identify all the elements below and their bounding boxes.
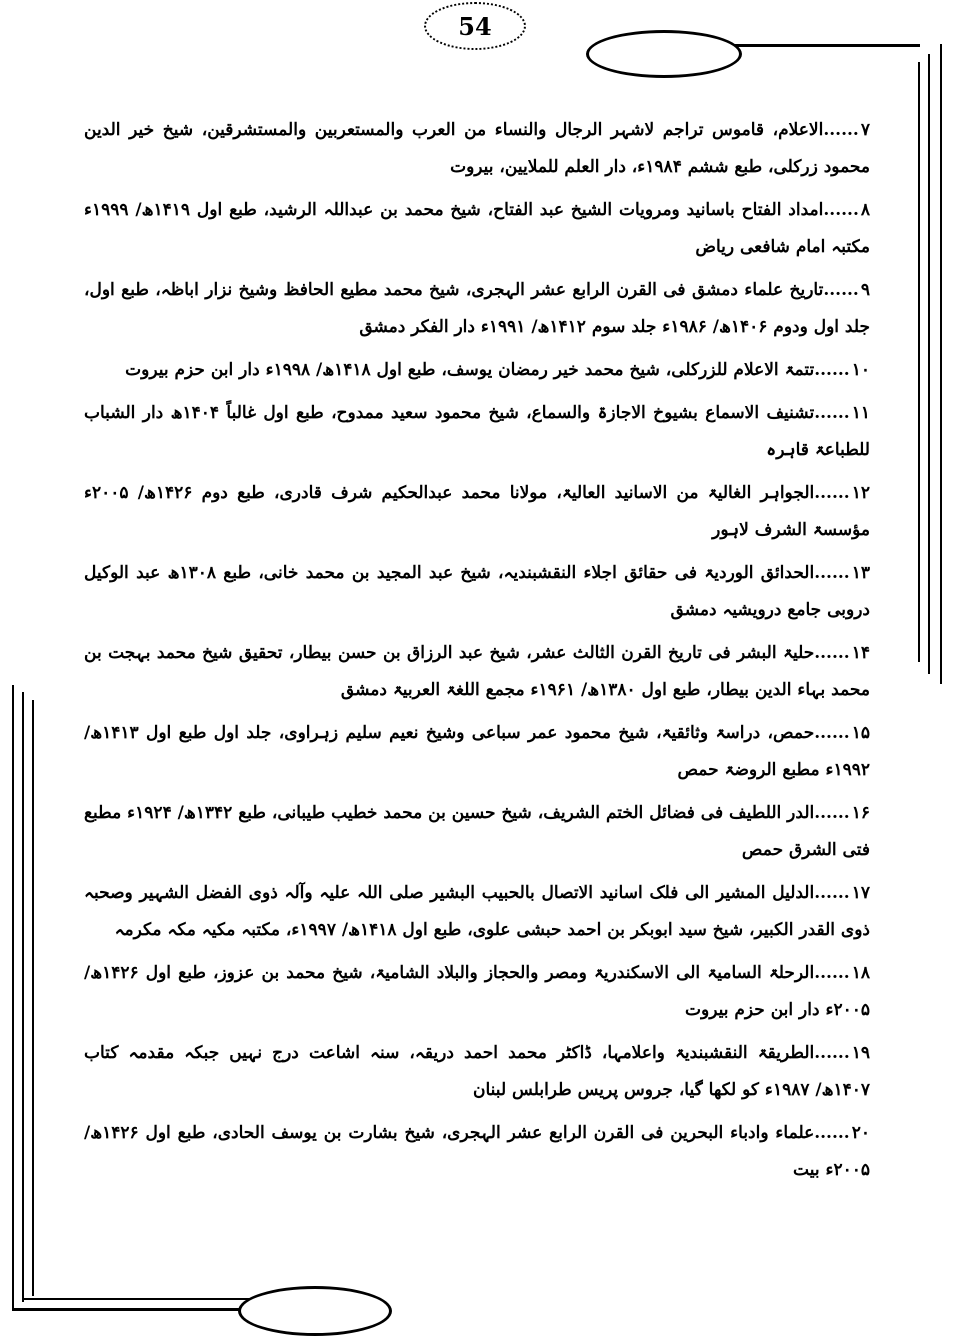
list-item: ۱۹......الطریقۃ النقشبندیۃ واعلامہا، ڈاکٹر محمد احمد دریقہ، سنہ اشاعت درج نہیں جبکہ مقدمہ کتاب ۱۴۰۷ھ/ ۱۹۸۷ء کو لکھا گیا، جروس پریس طرابلس لبنان — [84, 1043, 871, 1100]
frame-bottom-line2 — [22, 1298, 262, 1300]
frame-right-inner2 — [928, 54, 930, 674]
bottom-oval — [238, 1286, 392, 1336]
frame-bottom-line — [12, 1308, 262, 1311]
list-item: ۱۰......تتمۃ الاعلام للزرکلی، شیخ محمد خیر رمضان یوسف، طبع اول ۱۴۱۸ھ/ ۱۹۹۸ء دار ابن حزم بیروت — [125, 360, 870, 380]
list-item: ۱۷......الدلیل المشیر الی فلک اسانید الاتصال بالحبیب البشیر صلی اللہ علیہ وآلہ ذوی الفضل الشہیر وصحبہ ذوی القدر الکبیر، شیخ سید ابوبکر بن احمد حبشی علوی، طبع اول ۱۴۱۸ھ/ ۱۹۹۷ء، مکتبہ مکیہ مکہ مکرمہ — [84, 883, 870, 940]
frame-left-outer — [12, 685, 14, 1310]
list-item: ۱۱......تشنیف الاسماع بشیوخ الاجازۃ والسماع، شیخ محمود سعید ممدوح، طبع اول غالباً ۱۴۰۴ھ دار الشباب للطباعۃ قاہرہ — [84, 403, 870, 460]
frame-left-inner2 — [32, 700, 34, 1296]
list-item: ۱۲......الجواہر الغالیۃ من الاسانید العالیۃ، مولانا محمد عبدالحکیم شرف قادری، طبع دوم ۱۴۲۶ھ/ ۲۰۰۵ء مؤسسۃ الشرف لاہور — [84, 483, 870, 540]
top-right-oval — [586, 30, 742, 78]
frame-right-outer — [940, 44, 942, 684]
bibliography-list — [84, 112, 870, 1195]
list-item: ۱۵......حمص، دراسۃ وثائقیۃ، شیخ محمود عمر سباعی وشیخ نعیم سلیم زہراوی، جلد اول طبع اول ۱۴۱۳ھ/ ۱۹۹۲ء مطبع الروضۃ حمص — [84, 723, 870, 780]
list-item: ۱۳......الحدائق الوردیۃ فی حقائق اجلاء النقشبندیہ، شیخ عبد المجید بن محمد خانی، طبع ۱۳۰۸ھ عبد الوکیل دروبی جامع درویشیہ دمشق — [84, 563, 870, 620]
list-item: ۱۶......الدر اللطیف فی فضائل الختم الشریف، شیخ حسین بن محمد خطیب طیبانی، طبع ۱۳۴۲ھ/ ۱۹۲۴ء مطبع فتی الشرق حمص — [84, 803, 870, 860]
list-item: ۲۰......علماء وادباء البحرین فی القرن الرابع عشر الہجری، شیخ بشارت بن یوسف الحادی، طبع اول ۱۴۲۶ھ/ ۲۰۰۵ء بیت — [84, 1123, 870, 1180]
frame-left-inner — [22, 692, 24, 1302]
list-item: ۱۸......الرحلۃ السامیۃ الی الاسکندریۃ ومصر والحجاز والبلاد الشامیۃ، شیخ محمد بن عزوز، طبع اول ۱۴۲۶ھ/ ۲۰۰۵ء دار ابن حزم بیروت — [84, 963, 870, 1020]
list-item: ۸......امداد الفتاح باسانید ومرویات الشیخ عبد الفتاح، شیخ محمد بن عبداللہ الرشید، طبع اول ۱۴۱۹ھ/ ۱۹۹۹ء مکتبہ امام شافعی ریاض — [84, 200, 871, 257]
frame-right-inner — [918, 62, 920, 662]
list-item: ۹......تاریخ علماء دمشق فی القرن الرابع عشر الہجری، شیخ محمد مطیع الحافظ وشیخ نزار اباظہ، طبع اول، جلد اول ودوم ۱۴۰۶ھ/ ۱۹۸۶ء جلد سوم ۱۴۱۲ھ/ ۱۹۹۱ء دار الفکر دمشق — [84, 280, 870, 337]
list-item: ۱۴......حلیۃ البشر فی تاریخ القرن الثالث عشر، شیخ عبد الرزاق بن حسن بیطار، تحقیق شیخ محمد بہجت بن محمد بہاء الدین بیطار، طبع اول ۱۳۸۰ھ/ ۱۹۶۱ء مجمع اللغۃ العربیۃ دمشق — [84, 643, 870, 700]
list-item: ۷......الاعلام، قاموس تراجم لاشہر الرجال والنساء من العرب والمستعربین والمستشرقین، شیخ خیر الدین محمود زرکلی، طبع ششم ۱۹۸۴ء، دار العلم للملایین، بیروت — [84, 120, 870, 177]
page-number: 54 — [424, 2, 526, 50]
